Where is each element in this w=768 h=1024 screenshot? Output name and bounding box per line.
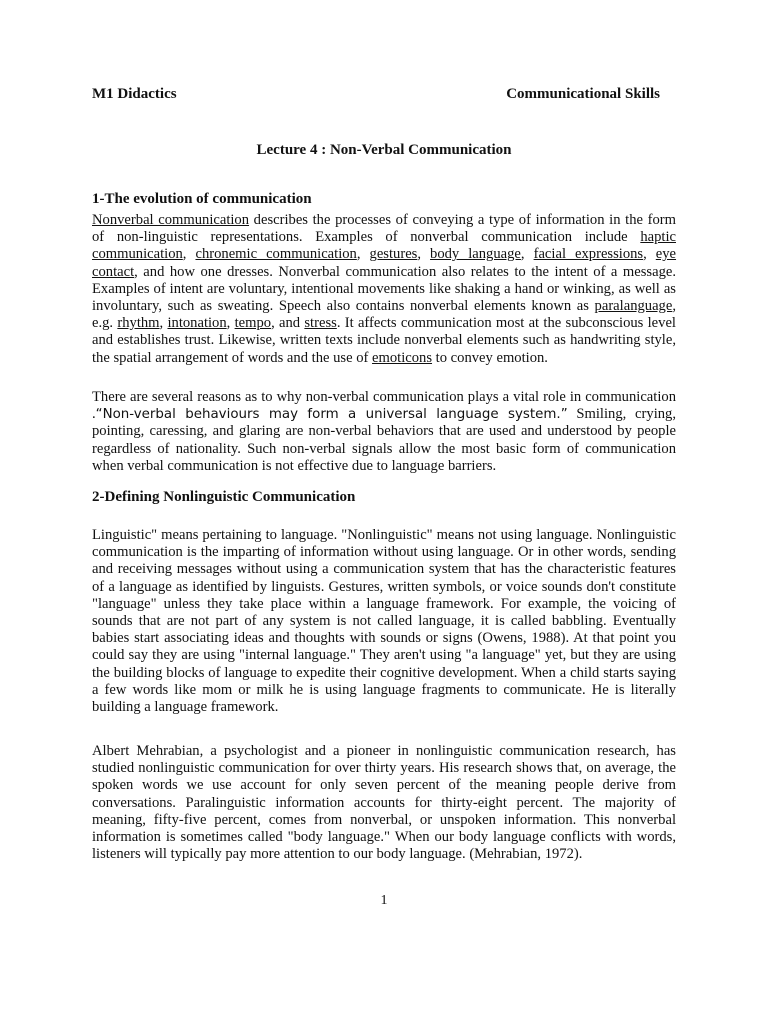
link-emoticons[interactable]: emoticons	[372, 349, 433, 366]
link-tempo[interactable]: tempo	[234, 315, 272, 332]
link-body-language[interactable]: body language	[430, 246, 521, 263]
link-paralanguage[interactable]: paralanguage	[594, 298, 673, 315]
link-intonation[interactable]: intonation	[167, 315, 227, 332]
link-chronemic-communication[interactable]: chronemic communication	[195, 246, 357, 263]
section-2-paragraph-1: Linguistic" means pertaining to language. "Nonlinguistic" means not using language. Nonlinguistic communication is the imparting of information without using language. Or in other words, sending and receiving messages without using a communication system that has the characteristic features of a language as identified by linguists. Gestures, written symbols, or voice sounds don't constitute "language" unless they take place within a language framework. For example, the voicing of sounds that are not part of any system is not called language, it is called babbling. Eventually babies start associating ideas and thoughts with sounds or signs (Owens, 1988). At that point you could say they are using "internal language." They aren't using "a language" yet, but they are using the building blocks of language to expedite their cognitive development. When a child starts saying a few words like mom or milk he is using language fragments to communicate. He is literally building a language framework.	[92, 527, 676, 716]
link-rhythm[interactable]: rhythm	[117, 315, 160, 332]
page-number: 1	[380, 893, 388, 908]
universal-language-quote: “Non-verbal behaviours may form a universal language system.”	[95, 407, 568, 423]
link-eye-contact[interactable]: eye contact	[92, 246, 677, 280]
link-gestures[interactable]: gestures	[369, 246, 418, 263]
link-stress[interactable]: stress	[304, 315, 337, 332]
header-subject: Communicational Skills	[506, 86, 660, 102]
link-facial-expressions[interactable]: facial expressions	[533, 246, 644, 263]
page-header	[92, 86, 660, 106]
header-course: M1 Didactics	[92, 86, 177, 102]
section-2-paragraph-2: Albert Mehrabian, a psychologist and a pioneer in nonlinguistic communication research, has studied nonlinguistic communication for over thirty years. His research shows that, on average, the spoken words we use account for only seven percent of the meaning people derive from conversations. Paralinguistic information accounts for thirty-eight percent. The majority of meaning, fifty-five percent, comes from nonverbal, or unspoken information. This nonverbal information is sometimes called "body language." When our body language conflicts with words, listeners will typically pay more attention to our body language. (Mehrabian, 1972).	[92, 743, 676, 863]
link-nonverbal-communication[interactable]: Nonverbal communication	[92, 212, 250, 228]
section-1-paragraph-2: There are several reasons as to why non-verbal communication plays a vital role in communication .“Non-verbal behaviours may form a universal language system.” Smiling, crying, pointing, caressing, and glaring are non-verbal behaviors that are used and understood by people regardless of nationality. Such non-verbal signals allow the most basic form of communication when verbal communication is not effective due to language barriers.	[92, 389, 676, 474]
section-2-heading: 2-Defining Nonlinguistic Communication	[92, 489, 356, 505]
lecture-title: Lecture 4 : Non-Verbal Communication	[256, 142, 512, 158]
link-haptic-communication[interactable]: haptic communication	[92, 229, 676, 263]
section-1-paragraph-1: Nonverbal communication describes the processes of conveying a type of information in the form of non-linguistic representations. Examples of nonverbal communication include haptic communication, chronemic communication, gestures, body language, facial expressions, eye contact, and how one dresses. Nonverbal communication also relates to the intent of a message. Examples of intent are voluntary, intentional movements like shaking a hand or winking, as well as involuntary, such as sweating. Speech also contains nonverbal elements known as paralanguage, e.g. rhythm, intonation, tempo, and stress. It affects communication most at the subconscious level and establishes trust. Likewise, written texts include nonverbal elements such as handwriting style, the spatial arrangement of words and the use of emoticons to convey emotion.	[92, 212, 677, 366]
section-1-heading: 1-The evolution of communication	[92, 191, 312, 207]
